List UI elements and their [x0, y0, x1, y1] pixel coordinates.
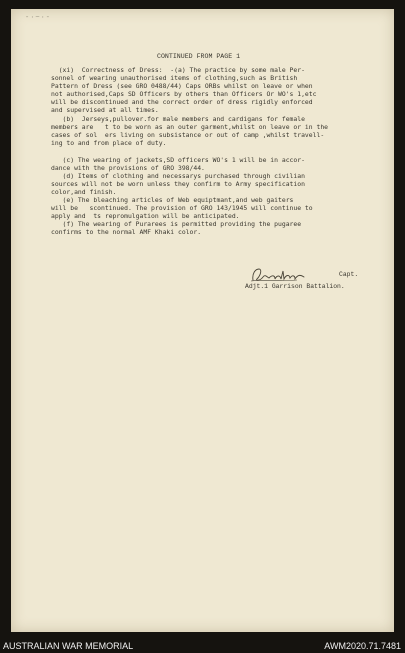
paragraph-b: (b) Jerseys,pullover.for male members and cardigans for female members are t to be worn as an outer garment,whilst on leave or in the cases of sol ers living on subsistance or out of camp ,whilst travell- ing to and from place of duty.	[51, 115, 329, 147]
corner-stamp-mark: -·~·-	[25, 14, 52, 22]
footer-institution: AUSTRALIAN WAR MEMORIAL	[3, 641, 134, 651]
handwritten-signature	[249, 265, 311, 285]
footer-reference-id: AWM2020.71.7481	[324, 641, 401, 651]
paragraph-c: (c) The wearing of jackets,SD officers WO's 1 will be in accor- dance with the provisions of GRO 398/44.	[51, 156, 305, 172]
paragraph-f: (f) The wearing of Purarees is permitted providing the pugaree confirms to the normal AMF Khaki color.	[51, 220, 302, 236]
archive-footer	[0, 640, 405, 653]
paragraph-d: (d) Items of clothing and necessarys purchased through civilian sources will not be worn unless they confirm to Army specification color,and finish.	[51, 172, 305, 196]
signature-title: Adjt.1 Garrison Battalion.	[245, 283, 345, 290]
document-page	[11, 9, 394, 632]
signature-rank: Capt.	[339, 271, 359, 278]
paragraph-xi: (xi) Correctness of Dress: -(a) The practice by some male Per- sonnel of wearing unauthorised items of clothing,such as British Pattern of Dress (see GRO 0488/44) Caps ORBs whilst on leave or when not authorised,Caps SD Officers by others than Officers Or WO's 1,etc will be discontinued and the correct order of dress rigidly enforced and supervised at all times.	[51, 66, 317, 114]
paragraph-e: (e) The bleaching articles of Web equiptmant,and web gaiters will be scontinued. The provision of GRO 143/1945 will continue to apply and ts repromulgation will be anticipated.	[51, 196, 313, 220]
page-heading: CONTINUED FROM PAGE 1	[157, 53, 241, 60]
